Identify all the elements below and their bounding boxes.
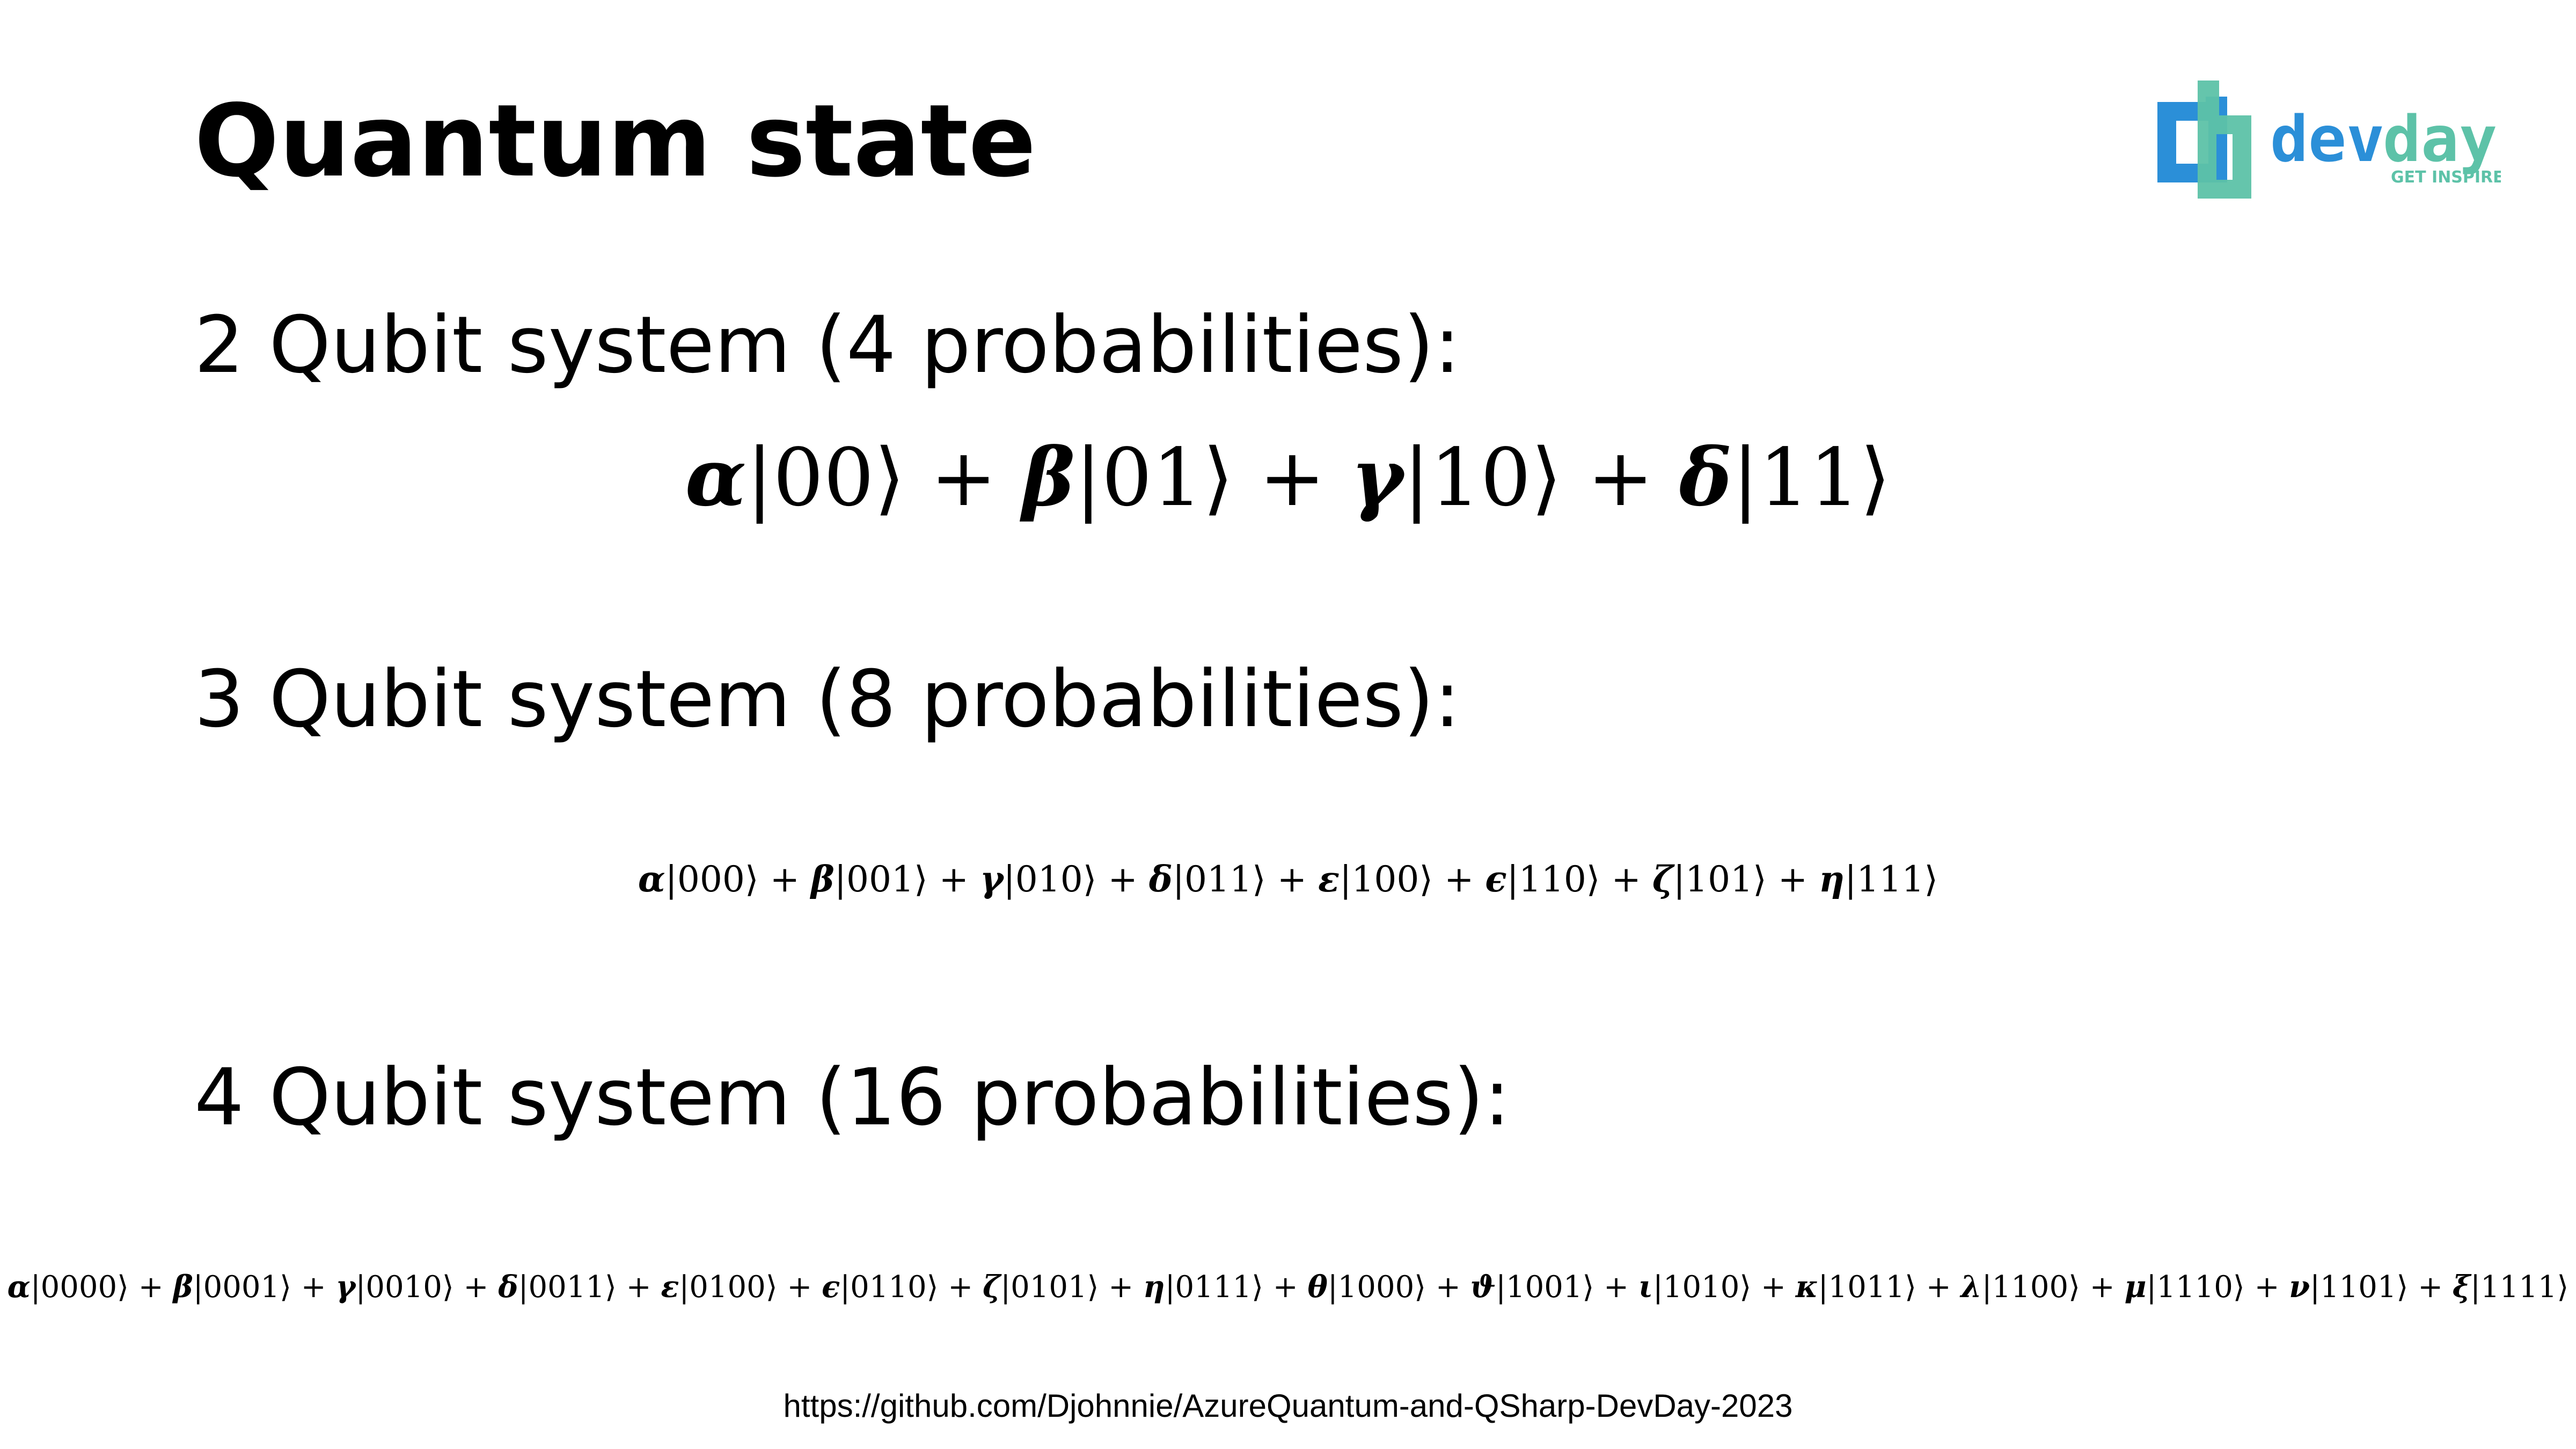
term-ket: |00⟩ [746,431,905,524]
term-coefficient: η [1143,1269,1165,1305]
equation-term [2453,1270,2568,1305]
logo-wordmark-day: day [2383,102,2498,176]
equation-term [8,1270,129,1305]
equation-term [173,1270,291,1305]
equation-term [1485,859,1600,900]
plus-sign: + [1233,431,1351,524]
equation-term [661,1270,777,1305]
term-ket: |10⟩ [1403,431,1562,524]
plus-sign: + [291,1270,336,1305]
equation-term [335,1270,453,1305]
plus-sign: + [758,859,811,900]
term-coefficient: ϵ [1485,858,1507,900]
equation-term [638,859,759,900]
term-ket: |0100⟩ [679,1270,778,1305]
equation-term [1819,859,1938,900]
plus-sign: + [2244,1270,2289,1305]
term-ket: |0110⟩ [840,1270,939,1305]
plus-sign: + [1433,859,1485,900]
term-coefficient: α [638,858,665,900]
equation-term [1679,431,1891,524]
term-ket: |1010⟩ [1652,1270,1752,1305]
plus-sign: + [938,1270,983,1305]
plus-sign: + [1263,1270,1308,1305]
term-coefficient: δ [498,1269,518,1305]
equation-term [2289,1270,2408,1305]
plus-sign: + [2080,1270,2125,1305]
section-heading-3-qubit: 3 Qubit system (8 probabilities): [194,654,1461,745]
equation-2-qubit [0,430,2576,524]
term-coefficient: β [1022,430,1075,524]
term-ket: |1001⟩ [1496,1270,1594,1305]
term-ket: |1101⟩ [2310,1270,2409,1305]
plus-sign: + [2408,1270,2453,1305]
plus-sign: + [1594,1270,1638,1305]
equation-term [980,859,1097,900]
term-coefficient: γ [335,1269,356,1305]
term-coefficient: ε [661,1269,679,1305]
term-coefficient: θ [1307,1269,1328,1305]
plus-sign: + [1265,859,1319,900]
equation-term [2125,1270,2245,1305]
plus-sign: + [129,1270,173,1305]
slide-title: Quantum state [194,83,1036,199]
term-ket: |0000⟩ [30,1270,129,1305]
term-coefficient: δ [1679,430,1732,524]
term-coefficient: μ [2124,1269,2147,1305]
term-coefficient: ν [2289,1269,2310,1305]
equation-4-qubit [0,1269,2576,1305]
equation-term [1470,1270,1594,1305]
term-ket: |0011⟩ [518,1270,617,1305]
equation-term [685,431,905,524]
term-coefficient: α [685,430,747,524]
term-coefficient: β [810,858,835,900]
plus-sign: + [1562,431,1679,524]
section-heading-2-qubit: 2 Qubit system (4 probabilities): [194,299,1461,391]
plus-sign: + [1916,1270,1961,1305]
equation-term [1143,1270,1263,1305]
term-coefficient: ζ [983,1269,1001,1305]
term-coefficient: ϑ [1470,1269,1496,1305]
plus-sign: + [1099,1270,1143,1305]
equation-term [1638,1270,1751,1305]
term-ket: |000⟩ [665,859,759,900]
term-ket: |1110⟩ [2146,1270,2245,1305]
section-heading-4-qubit: 4 Qubit system (16 probabilities): [194,1052,1511,1143]
equation-term [1149,859,1266,900]
term-coefficient: α [7,1269,31,1305]
plus-sign: + [616,1270,661,1305]
equation-term [1961,1270,2081,1305]
logo-tagline: GET INSPIRE [2391,168,2501,187]
term-ket: |111⟩ [1845,859,1938,900]
equation-term [1796,1270,1916,1305]
plus-sign: + [1766,859,1819,900]
term-ket: |11⟩ [1732,431,1891,524]
term-ket: |0001⟩ [193,1270,291,1305]
term-coefficient: ϵ [822,1269,840,1305]
term-ket: |0010⟩ [355,1270,454,1305]
term-ket: |1100⟩ [1981,1270,2080,1305]
term-coefficient: λ [1960,1269,1982,1305]
term-coefficient: η [1819,858,1845,900]
term-ket: |1011⟩ [1818,1270,1916,1305]
equation-3-qubit [0,858,2576,900]
devday-logo [2147,75,2501,204]
equation-term [811,859,928,900]
term-ket: |0101⟩ [1000,1270,1099,1305]
plus-sign: + [1751,1270,1796,1305]
term-ket: |1000⟩ [1327,1270,1426,1305]
footer-url[interactable]: https://github.com/Djohnnie/AzureQuantum-and-QSharp-DevDay-2023 [783,1388,1793,1424]
term-coefficient: ξ [2452,1269,2471,1305]
equation-term [1307,1270,1426,1305]
term-coefficient: δ [1148,858,1173,900]
plus-sign: + [905,431,1022,524]
term-ket: |011⟩ [1172,859,1266,900]
term-coefficient: γ [1350,430,1403,524]
plus-sign: + [1096,859,1149,900]
logo-wordmark-dev: dev [2270,102,2385,176]
term-coefficient: γ [979,858,1004,900]
term-ket: |101⟩ [1673,859,1767,900]
equation-term [1351,431,1562,524]
plus-sign: + [1426,1270,1470,1305]
equation-term [983,1270,1099,1305]
equation-term [498,1270,617,1305]
term-ket: |0111⟩ [1165,1270,1263,1305]
term-ket: |110⟩ [1506,859,1600,900]
plus-sign: + [453,1270,499,1305]
equation-term [1318,859,1433,900]
term-coefficient: ε [1318,858,1340,900]
equation-term [822,1270,938,1305]
plus-sign: + [927,859,980,900]
term-ket: |1111⟩ [2470,1270,2569,1305]
equation-term [1652,859,1767,900]
term-coefficient: κ [1795,1269,1818,1305]
equation-term [1022,431,1234,524]
plus-sign: + [1600,859,1652,900]
term-ket: |100⟩ [1340,859,1433,900]
term-coefficient: ι [1638,1269,1653,1305]
devday-logo-mark [2147,75,2501,204]
term-coefficient: β [173,1269,193,1305]
term-coefficient: ζ [1652,858,1673,900]
term-ket: |01⟩ [1074,431,1234,524]
plus-sign: + [777,1270,822,1305]
term-ket: |010⟩ [1003,859,1097,900]
term-ket: |001⟩ [834,859,928,900]
